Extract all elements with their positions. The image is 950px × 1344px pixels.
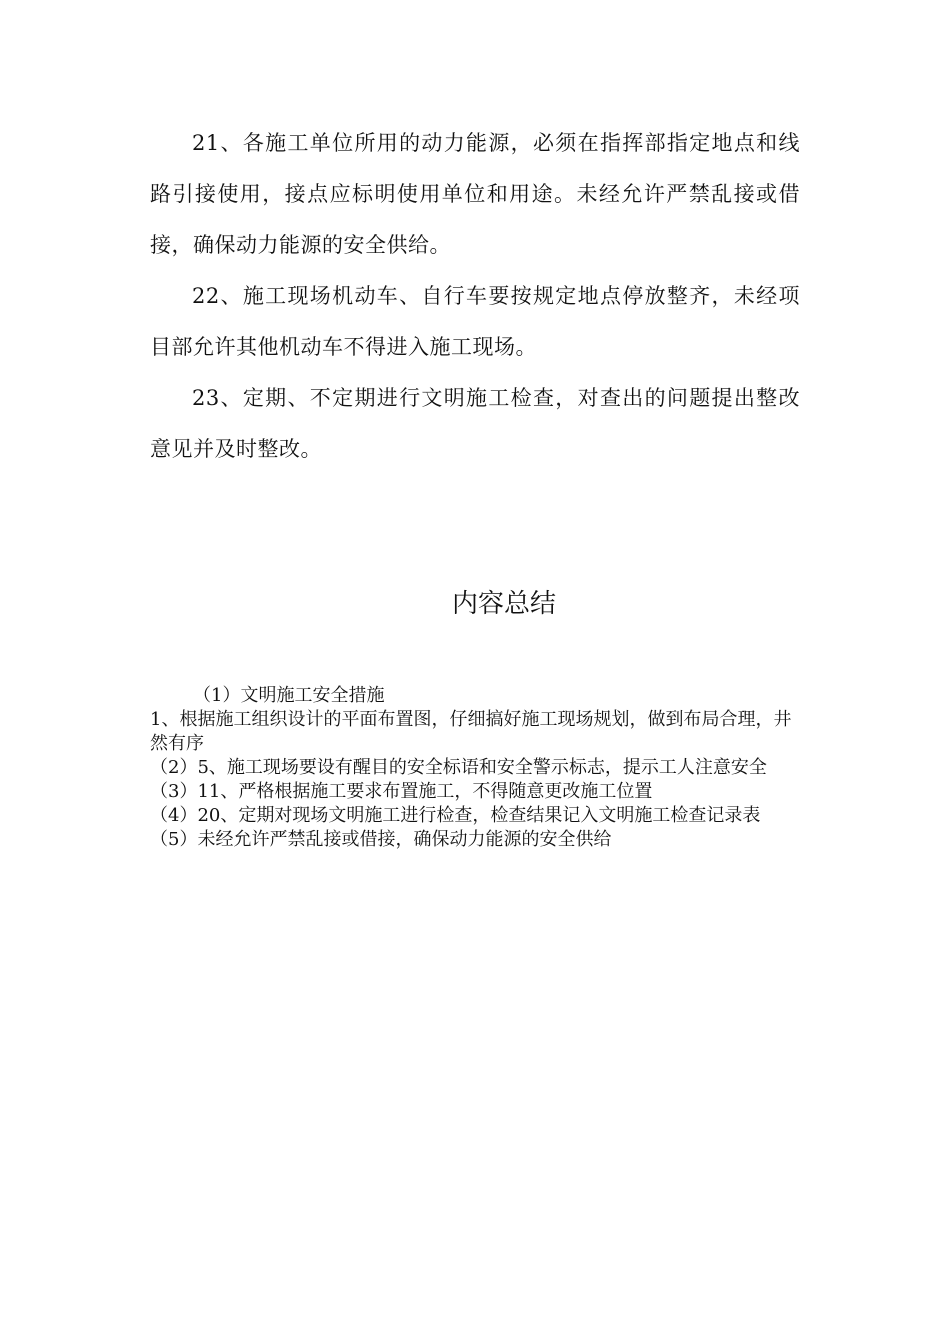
summary-item: （5）未经允许严禁乱接或借接，确保动力能源的安全供给: [150, 829, 612, 850]
summary-item: （3）11、严格根据施工要求布置施工，不得随意更改施工位置: [150, 781, 653, 802]
paragraph-23: 23、定期、不定期进行文明施工检查，对查出的问题提出整改意见并及时整改。: [150, 386, 800, 461]
summary-item: （2）5、施工现场要设有醒目的安全标语和安全警示标志，提示工人注意安全: [150, 757, 767, 778]
summary-item: 1、根据施工组织设计的平面布置图，仔细搞好施工现场规划，做到布局合理，井然有序: [150, 709, 792, 754]
summary-list: [150, 684, 800, 852]
summary-item: （4）20、定期对现场文明施工进行检查，检查结果记入文明施工检查记录表: [150, 805, 761, 826]
summary-item: （1）文明施工安全措施: [193, 685, 385, 706]
paragraph-21: 21、各施工单位所用的动力能源，必须在指挥部指定地点和线路引接使用，接点应标明使用单位和用途。未经允许严禁乱接或借接，确保动力能源的安全供给。: [150, 131, 800, 257]
body-text: [150, 118, 800, 475]
paragraph-22: 22、施工现场机动车、自行车要按规定地点停放整齐，未经项目部允许其他机动车不得进入施工现场。: [150, 284, 800, 359]
summary-title: 内容总结: [451, 589, 556, 619]
